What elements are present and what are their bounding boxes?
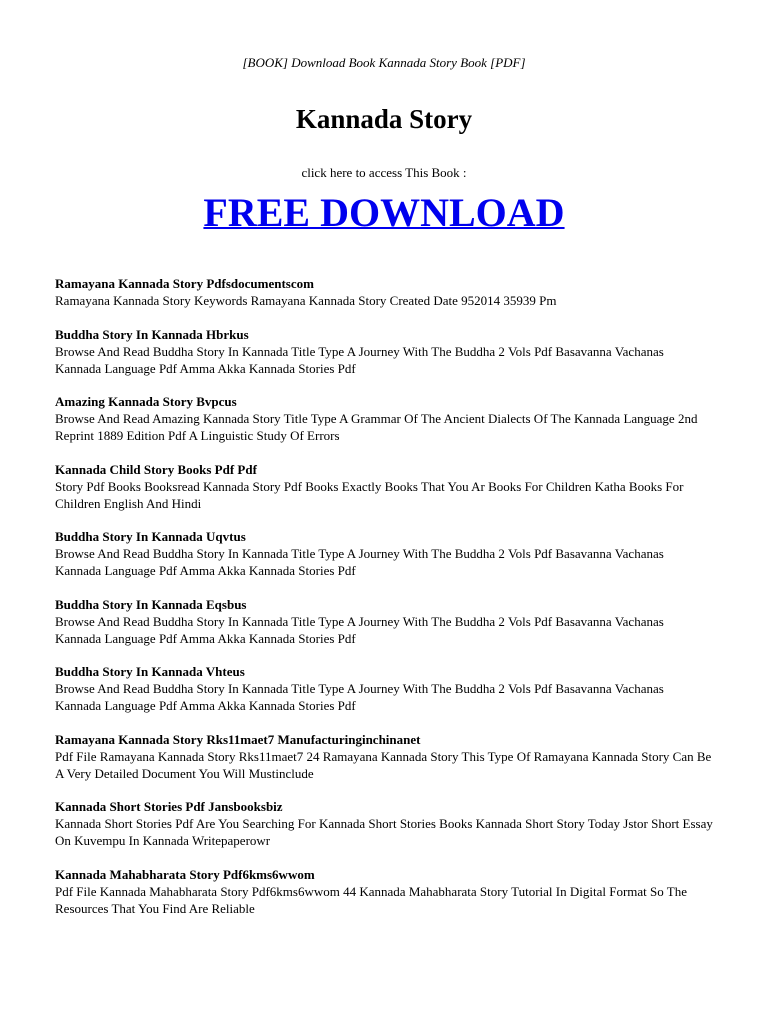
- entry-title: Kannada Mahabharata Story Pdf6kms6wwom: [55, 866, 315, 882]
- entry-description: Browse And Read Buddha Story In Kannada Title Type A Journey With The Buddha 2 Vols Pdf Basavanna Vachanas Kannada Language Pdf Amma Akka Kannada Stories Pdf: [55, 343, 664, 376]
- list-item: [55, 798, 713, 849]
- entry-description: Ramayana Kannada Story Keywords Ramayana Kannada Story Created Date 952014 35939 Pm: [55, 293, 557, 308]
- entry-description: Browse And Read Buddha Story In Kannada Title Type A Journey With The Buddha 2 Vols Pdf Basavanna Vachanas Kannada Language Pdf Amma Akka Kannada Stories Pdf: [55, 546, 664, 578]
- list-item: [55, 326, 713, 377]
- entry-description: Story Pdf Books Booksread Kannada Story Pdf Books Exactly Books That You Ar Books For Children Katha Books For Children English And Hindi: [55, 478, 684, 511]
- list-item: [55, 596, 713, 647]
- entry-description: Browse And Read Amazing Kannada Story Title Type A Grammar Of The Ancient Dialects Of The Kannada Language 2nd Reprint 1889 Edition Pdf A Linguistic Study Of Errors: [55, 411, 698, 443]
- list-item: [55, 663, 713, 714]
- entry-title: Kannada Short Stories Pdf Jansbooksbiz: [55, 799, 283, 814]
- entry-title: Buddha Story In Kannada Eqsbus: [55, 596, 247, 612]
- entry-list: [55, 275, 713, 917]
- list-item: [55, 866, 713, 917]
- document-header: [BOOK] Download Book Kannada Story Book [PDF]: [242, 55, 526, 70]
- entry-title: Ramayana Kannada Story Pdfsdocumentscom: [55, 276, 314, 291]
- entry-description: Pdf File Ramayana Kannada Story Rks11maet7 24 Ramayana Kannada Story This Type Of Ramayana Kannada Story Can Be A Very Detailed Document You Will Mustinclude: [55, 748, 712, 781]
- list-item: [55, 731, 713, 782]
- list-item: [55, 393, 713, 444]
- page-title: Kannada Story: [295, 104, 473, 134]
- entry-title: Kannada Child Story Books Pdf Pdf: [55, 461, 257, 477]
- entry-description: Browse And Read Buddha Story In Kannada Title Type A Journey With The Buddha 2 Vols Pdf Basavanna Vachanas Kannada Language Pdf Amma Akka Kannada Stories Pdf: [55, 681, 664, 713]
- entry-description: Browse And Read Buddha Story In Kannada Title Type A Journey With The Buddha 2 Vols Pdf Basavanna Vachanas Kannada Language Pdf Amma Akka Kannada Stories Pdf: [55, 613, 664, 646]
- entry-title: Ramayana Kannada Story Rks11maet7 Manufacturinginchinanet: [55, 731, 421, 747]
- free-download-link[interactable]: FREE DOWNLOAD: [203, 190, 565, 235]
- entry-title: Buddha Story In Kannada Uqvtus: [55, 529, 246, 544]
- list-item: [55, 528, 713, 579]
- entry-title: Buddha Story In Kannada Hbrkus: [55, 326, 249, 342]
- entry-description: Pdf File Kannada Mahabharata Story Pdf6kms6wwom 44 Kannada Mahabharata Story Tutorial In Digital Format So The Resources That You Find Are Reliable: [55, 883, 687, 916]
- entry-title: Buddha Story In Kannada Vhteus: [55, 664, 245, 679]
- list-item: [55, 275, 713, 309]
- entry-description: Kannada Short Stories Pdf Are You Searching For Kannada Short Stories Books Kannada Short Story Today Jstor Short Essay On Kuvempu In Kannada Writepaperowr: [55, 816, 713, 848]
- list-item: [55, 461, 713, 512]
- access-instruction: click here to access This Book :: [301, 165, 467, 180]
- entry-title: Amazing Kannada Story Bvpcus: [55, 394, 237, 409]
